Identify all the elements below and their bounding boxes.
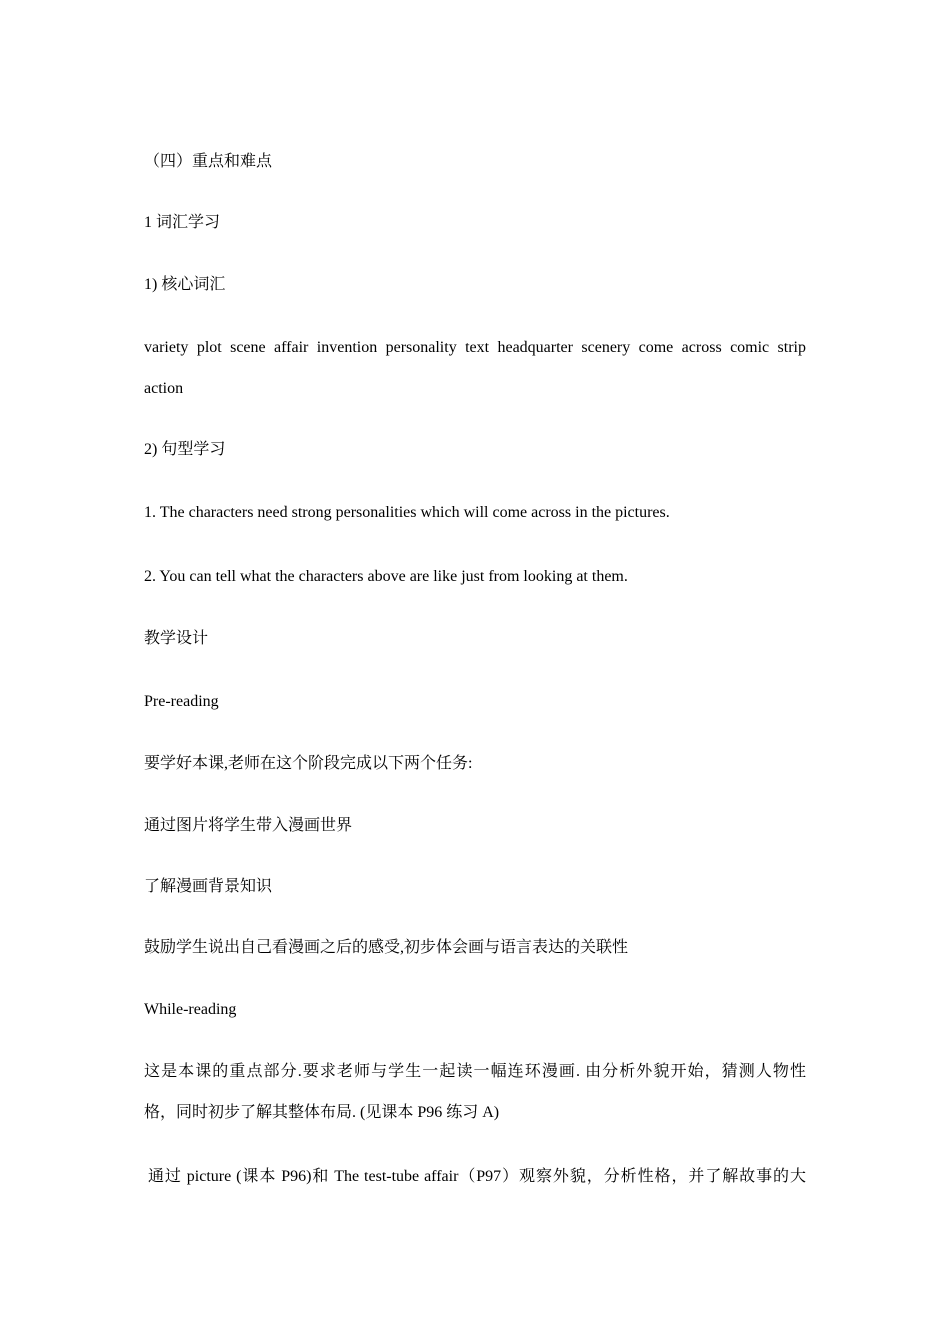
- subheading-vocabulary: 1 词汇学习: [144, 214, 221, 231]
- while-reading-paragraph-line-1: 这是本课的重点部分.要求老师与学生一起读一幅连环漫画. 由分析外貌开始，猜测人物性: [144, 1063, 806, 1080]
- pre-reading-task-1: 通过图片将学生带入漫画世界: [144, 817, 353, 834]
- vocabulary-list-line-1: variety plot scene affair invention personality text headquarter scenery come across comic strip: [144, 339, 806, 356]
- pre-reading-intro: 要学好本课,老师在这个阶段完成以下两个任务:: [144, 755, 473, 772]
- subheading-core-words: 1) 核心词汇: [144, 276, 226, 293]
- pre-reading-task-3: 鼓励学生说出自己看漫画之后的感受,初步体会画与语言表达的关联性: [144, 939, 629, 956]
- vocabulary-list-line-2: action: [144, 380, 184, 397]
- heading-teaching-design: 教学设计: [144, 630, 209, 647]
- section-heading: （四）重点和难点: [144, 153, 273, 170]
- while-reading-paragraph-line-2: 格，同时初步了解其整体布局. (见课本 P96 练习 A): [144, 1104, 500, 1121]
- sentence-2: 2. You can tell what the characters above are like just from looking at them.: [144, 568, 628, 585]
- sentence-1: 1. The characters need strong personalities which will come across in the pictures.: [144, 504, 670, 521]
- heading-while-reading: While-reading: [144, 1001, 237, 1018]
- subheading-sentences: 2) 句型学习: [144, 441, 226, 458]
- while-reading-paragraph-2-line-1: 通过 picture (课本 P96)和 The test-tube affair（P97）观察外貌，分析性格，并了解故事的大: [148, 1168, 806, 1185]
- heading-pre-reading: Pre-reading: [144, 693, 219, 710]
- pre-reading-task-2: 了解漫画背景知识: [144, 878, 273, 895]
